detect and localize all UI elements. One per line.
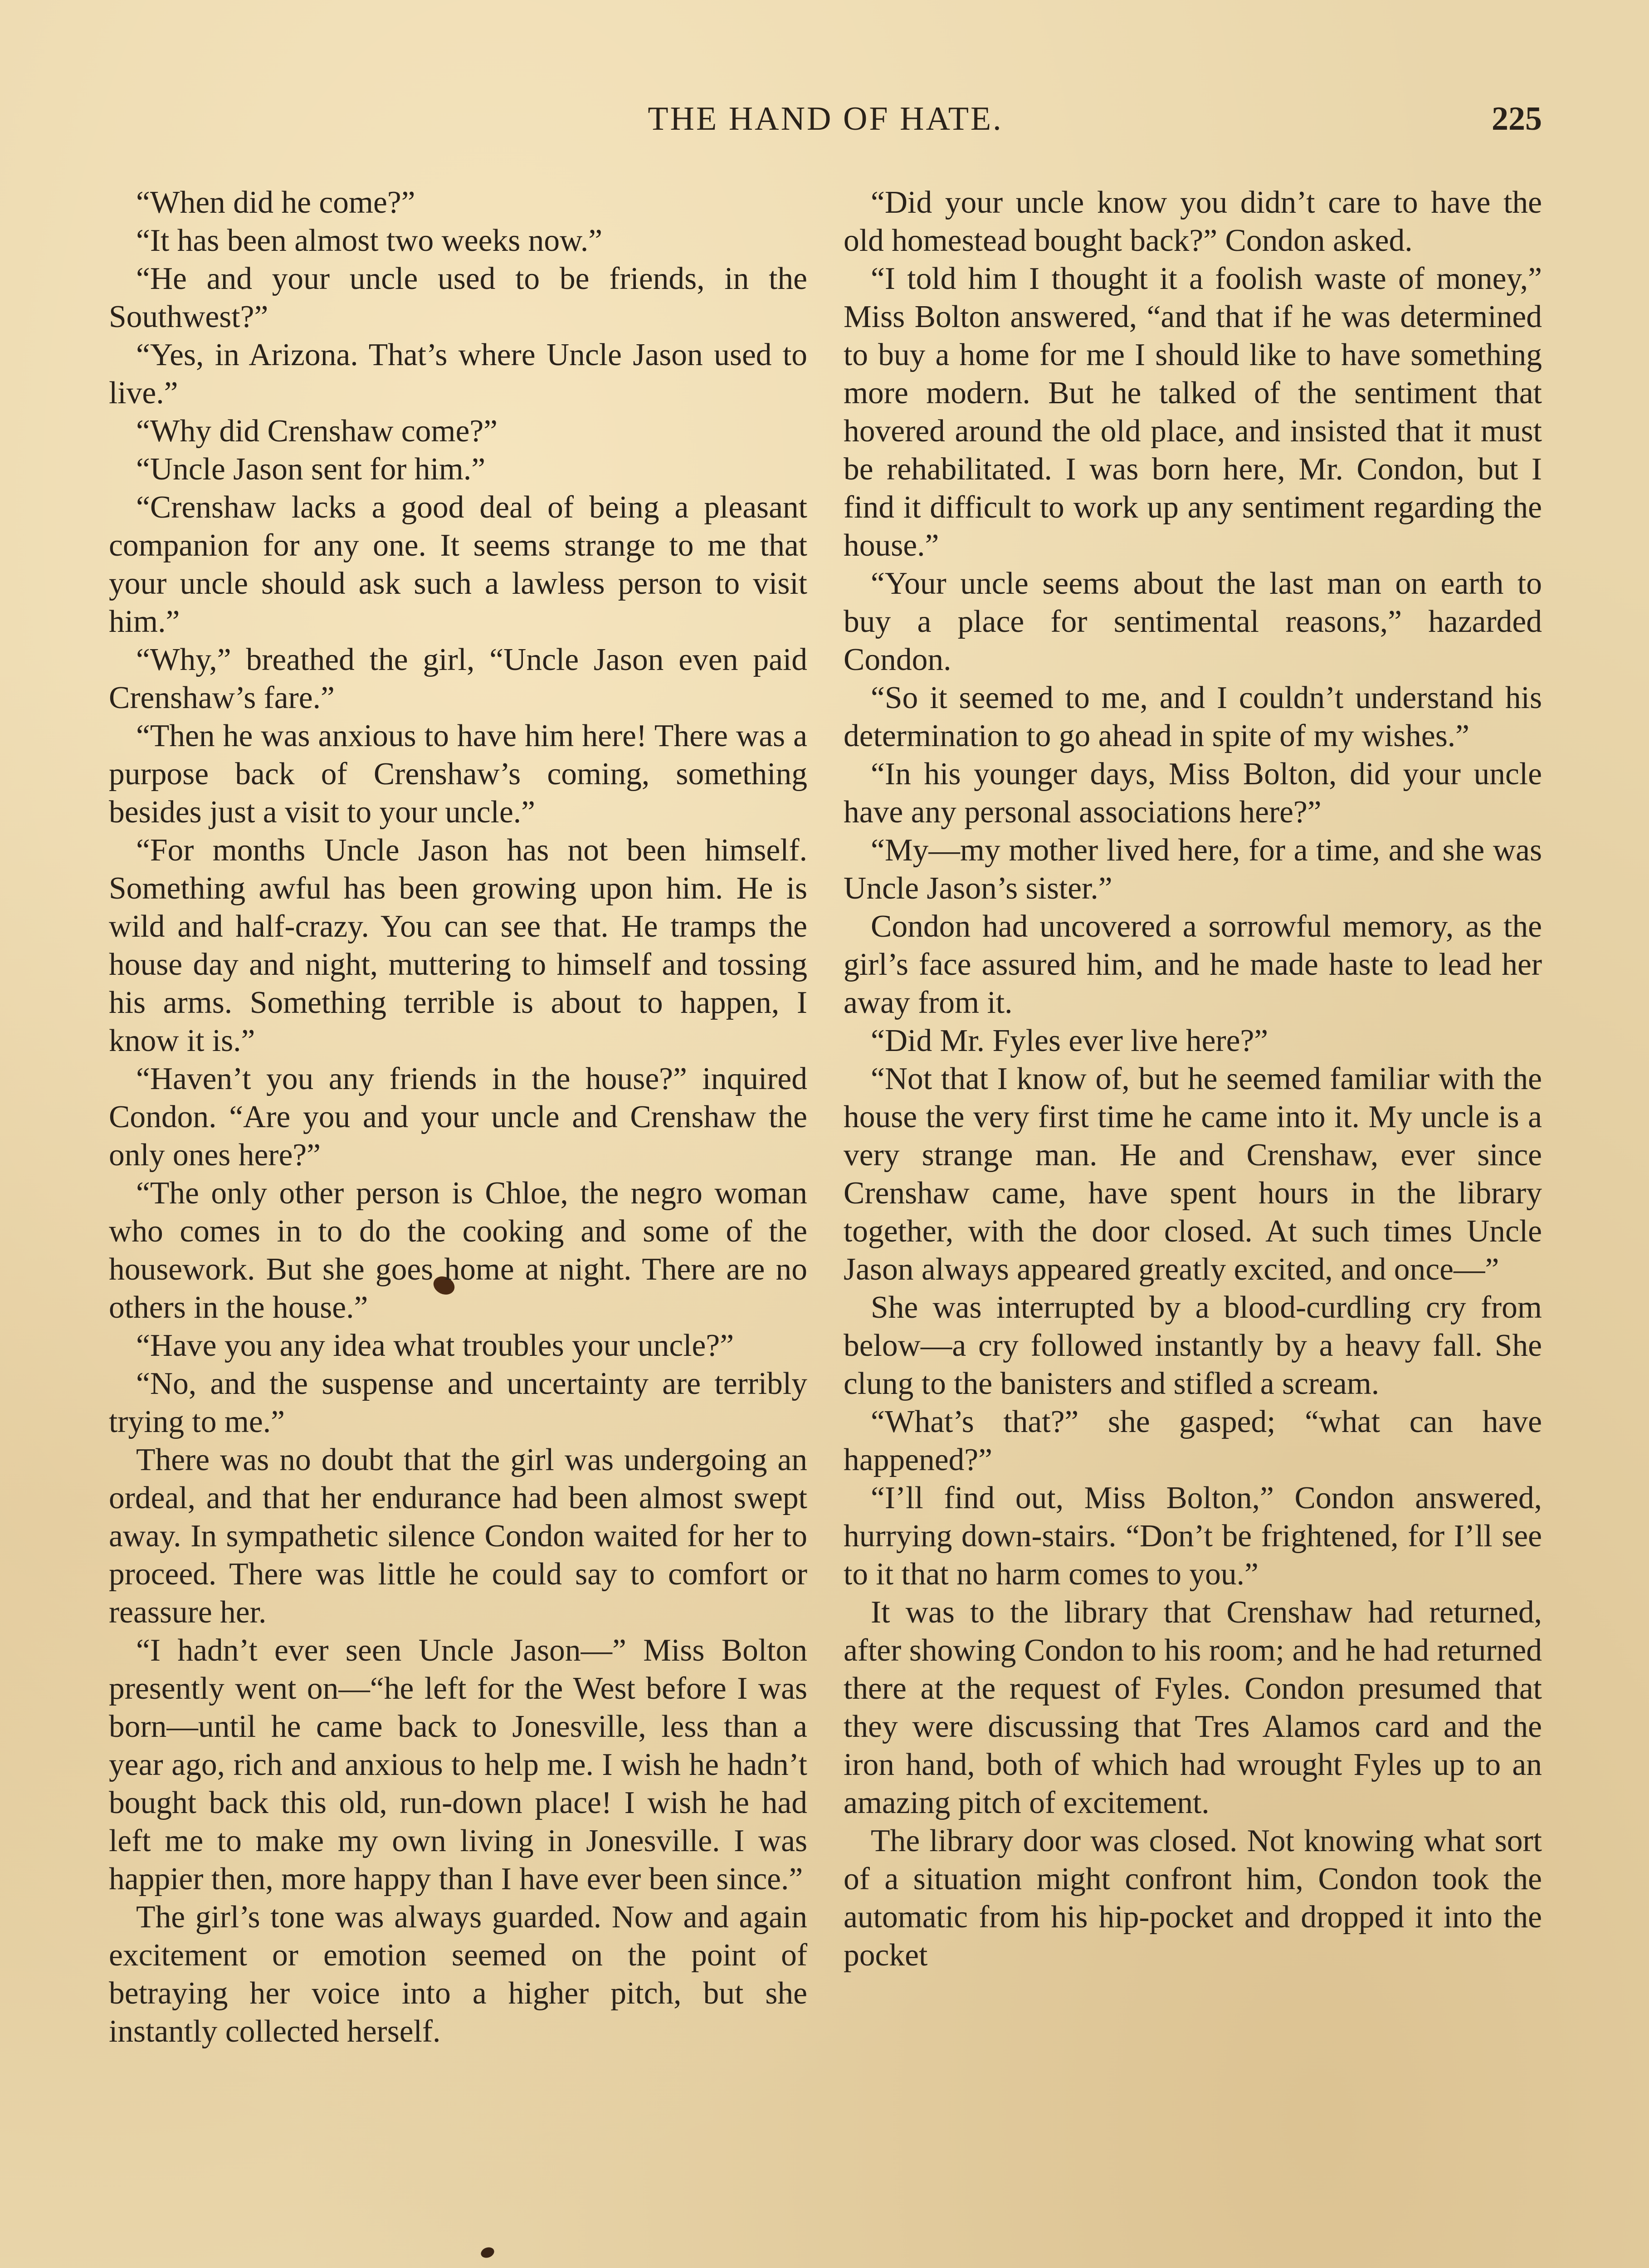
right-text-column	[844, 184, 1542, 1975]
left-text-column	[109, 184, 807, 2051]
paragraph: “Then he was anxious to have him here! There was a purpose back of Crenshaw’s coming, something besides just a visit to your uncle.”	[109, 719, 807, 830]
paragraph: “Why did Crenshaw come?”	[136, 414, 498, 449]
paragraph: “My—my mother lived here, for a time, and she was Uncle Jason’s sister.”	[844, 833, 1542, 906]
paragraph: “I told him I thought it a foolish waste of money,” Miss Bolton answered, “and that if he was determined to buy a home for me I should like to have something more modern. But he talked of the sentiment that hovered around the old place, and insisted that it must be rehabilitated. I was born here, Mr. Condon, but I find it difficult to work up any sentiment regarding the house.”	[844, 261, 1542, 563]
paragraph: It was to the library that Crenshaw had returned, after showing Condon to his room; and he had returned there at the request of Fyles. Condon presumed that they were discussing that Tres Alamos card and the iron hand, both of which had wrought Fyles up to an amazing pitch of excitement.	[844, 1595, 1542, 1820]
paragraph: “Did your uncle know you didn’t care to have the old homestead bought back?” Condon asked.	[844, 185, 1542, 258]
paragraph: “What’s that?” she gasped; “what can have happened?”	[844, 1404, 1542, 1477]
paragraph: “When did he come?”	[136, 185, 415, 220]
paragraph: “It has been almost two weeks now.”	[136, 223, 603, 258]
running-title: THE HAND OF HATE.	[648, 100, 1003, 137]
paragraph: “Your uncle seems about the last man on earth to buy a place for sentimental reasons,” hazarded Condon.	[844, 566, 1542, 677]
paragraph: “For months Uncle Jason has not been himself. Something awful has been growing upon him. He is wild and half-crazy. You can see that. He tramps the house day and night, muttering to himself and tossing his arms. Something terrible is about to happen, I know it is.”	[109, 833, 807, 1058]
paragraph: “Why,” breathed the girl, “Uncle Jason even paid Crenshaw’s fare.”	[109, 642, 807, 715]
paragraph: Condon had uncovered a sorrowful memory, as the girl’s face assured him, and he made haste to lead her away from it.	[844, 909, 1542, 1020]
paragraph: “I’ll find out, Miss Bolton,” Condon answered, hurrying down-stairs. “Don’t be frightened, for I’ll see to it that no harm comes to you.”	[844, 1481, 1542, 1592]
paragraph: “He and your uncle used to be friends, in the Southwest?”	[109, 261, 807, 334]
paragraph: The library door was closed. Not knowing what sort of a situation might confront him, Condon took the automatic from his hip-pocket and dropped it into the pocket	[844, 1823, 1542, 1973]
page-header	[109, 100, 1542, 154]
paragraph: “Yes, in Arizona. That’s where Uncle Jason used to live.”	[109, 337, 807, 411]
paragraph: “I hadn’t ever seen Uncle Jason—” Miss Bolton presently went on—“he left for the West before I was born—until he came back to Jonesville, less than a year ago, rich and anxious to help me. I wish he hadn’t bought back this old, run-down place! I wish he had left me to make my own living in Jonesville. I was happier then, more happy than I have ever been since.”	[109, 1633, 807, 1897]
paragraph: There was no doubt that the girl was undergoing an ordeal, and that her endurance had been almost swept away. In sympathetic silence Condon waited for her to proceed. There was little he could say to comfort or reassure her.	[109, 1442, 807, 1630]
paper-stain	[479, 2246, 496, 2260]
paragraph: The girl’s tone was always guarded. Now and again excitement or emotion seemed on the point of betraying her voice into a higher pitch, but she instantly collected herself.	[109, 1900, 807, 2049]
paragraph: “Not that I know of, but he seemed familiar with the house the very first time he came into it. My uncle is a very strange man. He and Crenshaw, ever since Crenshaw came, have spent hours in the library together, with the door closed. At such times Uncle Jason always appeared greatly excited, and once—”	[844, 1061, 1542, 1287]
paragraph: “Did Mr. Fyles ever live here?”	[871, 1023, 1268, 1058]
paragraph: “The only other person is Chloe, the negro woman who comes in to do the cooking and some of the housework. But she goes home at night. There are no others in the house.”	[109, 1176, 807, 1325]
paragraph: “Uncle Jason sent for him.”	[136, 452, 486, 487]
paragraph: “No, and the suspense and uncertainty are terribly trying to me.”	[109, 1366, 807, 1439]
paragraph: She was interrupted by a blood-curdling cry from below—a cry followed instantly by a heavy fall. She clung to the banisters and stifled a scream.	[844, 1290, 1542, 1401]
paragraph: “In his younger days, Miss Bolton, did your uncle have any personal associations here?”	[844, 757, 1542, 830]
page-number: 225	[1492, 100, 1542, 137]
paragraph: “Have you any idea what troubles your uncle?”	[136, 1328, 734, 1363]
paragraph: “Crenshaw lacks a good deal of being a pleasant companion for any one. It seems strange to me that your uncle should ask such a lawless person to visit him.”	[109, 490, 807, 639]
paragraph: “So it seemed to me, and I couldn’t understand his determination to go ahead in spite of my wishes.”	[844, 680, 1542, 753]
paragraph: “Haven’t you any friends in the house?” inquired Condon. “Are you and your uncle and Crenshaw the only ones here?”	[109, 1061, 807, 1173]
